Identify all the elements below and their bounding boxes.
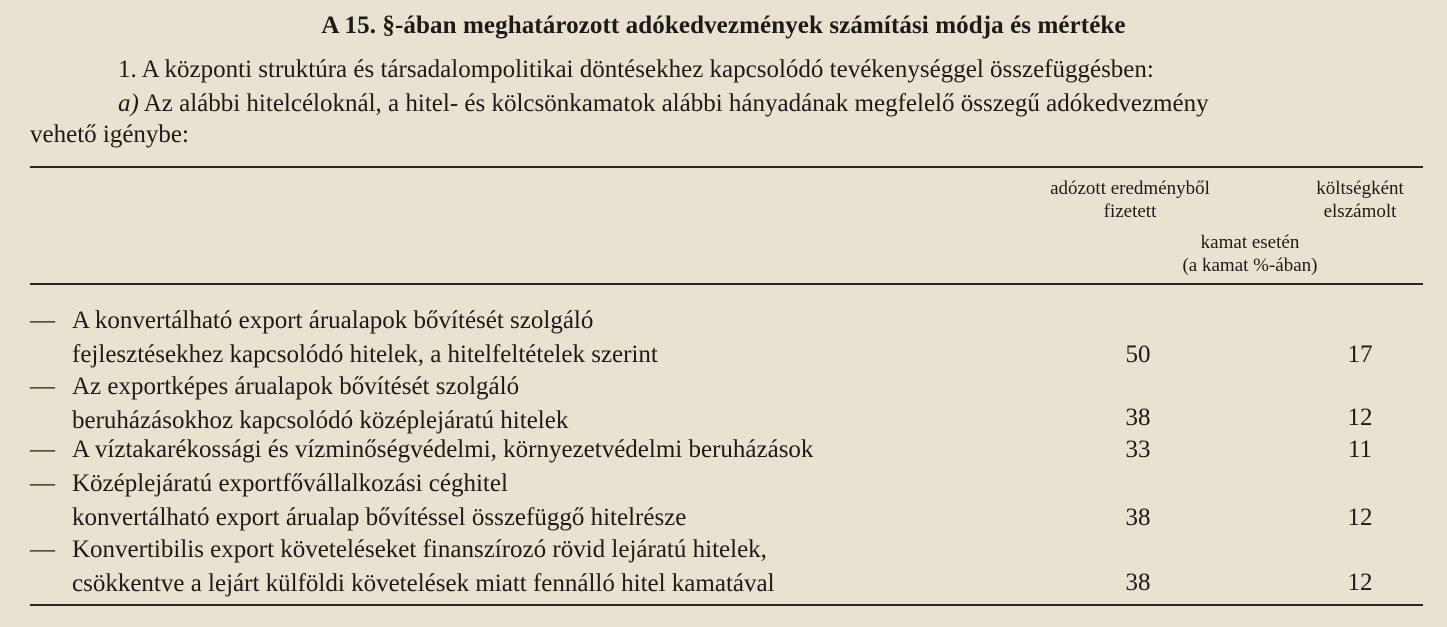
row-text-line2: csökkentve a lejárt külföldi követelések miatt fennálló hitel kamatával (72, 570, 775, 597)
row-text-line2: fejlesztésekhez kapcsolódó hitelek, a hitelfeltételek szerint (72, 341, 658, 368)
header-col1-line2: fizetett (1103, 201, 1157, 222)
row-value-col1: 50 (1125, 341, 1151, 368)
row-value-col2: 12 (1347, 404, 1373, 431)
row-value-col1: 38 (1125, 504, 1151, 531)
row-value-col1: 33 (1125, 436, 1151, 463)
intro-paragraph-1: 1. A központi struktúra és társadalompolitikai döntésekhez kapcsolódó tevékenységgel összefüggésben: (118, 56, 1154, 83)
header-col1-line1: adózott eredményből (1050, 178, 1210, 199)
row-text-line1: A víztakarékossági és vízminőségvédelmi, környezetvédelmi beruházások (72, 436, 814, 463)
header-col2 (1290, 177, 1430, 223)
row-value-col1: 38 (1125, 404, 1151, 431)
row-text-line1: Középlejáratú exportfővállalkozási céghitel (72, 470, 508, 497)
item-label-a: a) (118, 90, 139, 117)
table-row (30, 433, 813, 467)
header-col2-line2: elszámolt (1323, 201, 1397, 222)
table-bottom-rule (30, 604, 1423, 606)
table-row (30, 467, 686, 535)
header-common (1150, 231, 1350, 277)
table-row (30, 533, 775, 601)
header-col2-line1: költségként (1316, 178, 1404, 199)
header-common-line1: kamat esetén (1200, 232, 1300, 253)
row-dash: — (30, 436, 55, 463)
intro-paragraph-3: vehető igénybe: (30, 121, 189, 148)
document-title: A 15. §-ában meghatározott adókedvezmények számítási módja és mértéke (321, 12, 1126, 39)
row-text-line1: Az exportképes árualapok bővítését szolgáló (72, 373, 520, 400)
row-text-line1: Konvertibilis export követeléseket finanszírozó rövid lejáratú hitelek, (72, 536, 767, 563)
header-col1 (1030, 177, 1230, 223)
row-value-col1: 38 (1125, 569, 1151, 596)
intro-paragraph-2 (118, 90, 1209, 118)
row-dash: — (30, 470, 55, 497)
row-dash: — (30, 373, 55, 400)
row-value-col2: 12 (1347, 569, 1373, 596)
table-header-rule (30, 283, 1423, 285)
header-common-line2: (a kamat %-ában) (1182, 255, 1318, 276)
row-dash: — (30, 536, 55, 563)
row-dash: — (30, 307, 55, 334)
table-row (30, 304, 658, 372)
table-top-rule (30, 166, 1423, 168)
row-text-line2: beruházásokhoz kapcsolódó középlejáratú hitelek (72, 407, 569, 434)
table-row (30, 370, 568, 438)
row-text-line1: A konvertálható export árualapok bővítését szolgáló (72, 307, 594, 334)
row-value-col2: 17 (1347, 341, 1373, 368)
row-value-col2: 11 (1347, 436, 1373, 463)
row-value-col2: 12 (1347, 504, 1373, 531)
intro-paragraph-2-text: Az alábbi hitelcéloknál, a hitel- és kölcsönkamatok alábbi hányadának megfelelő összegű adókedvezmény (138, 90, 1209, 117)
row-text-line2: konvertálható export árualap bővítéssel összefüggő hitelrésze (72, 504, 687, 531)
